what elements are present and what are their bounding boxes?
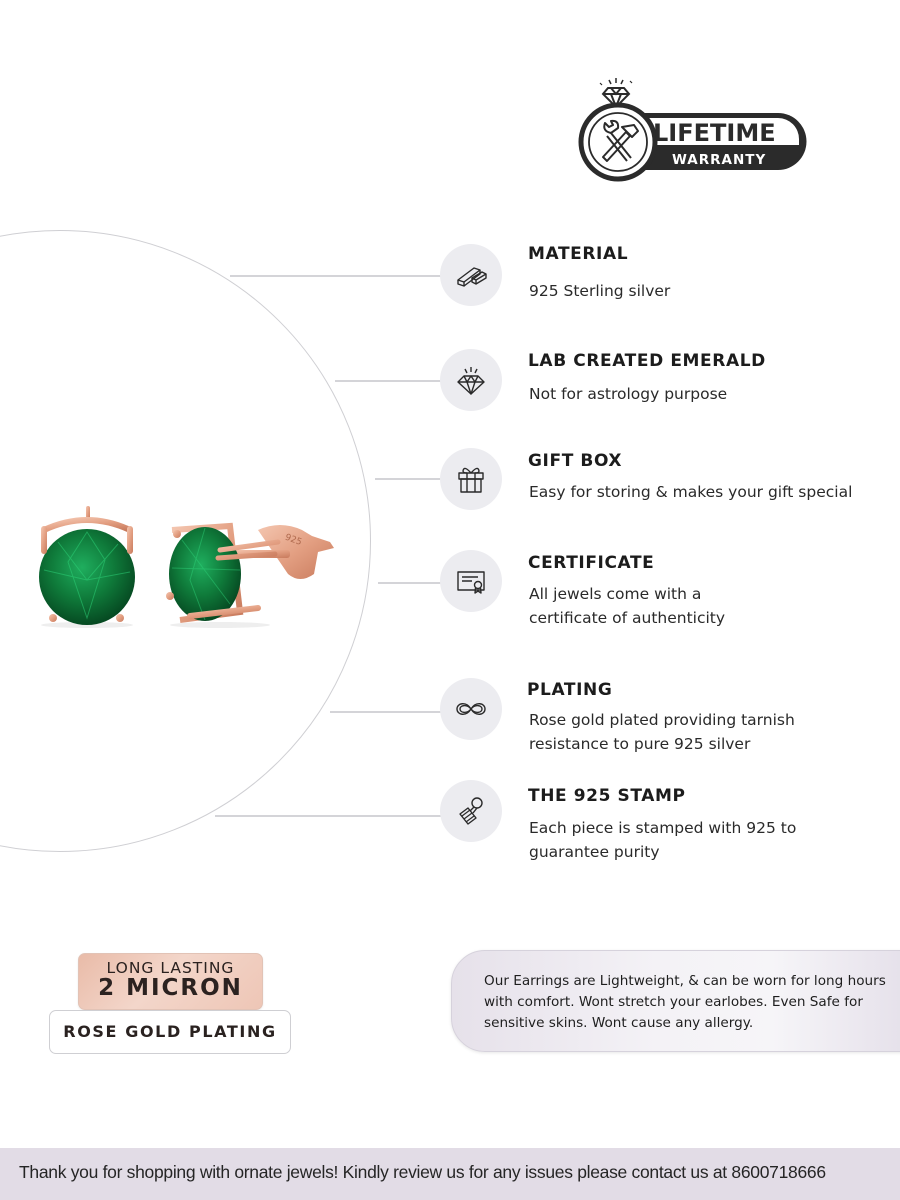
feature-description: Not for astrology purpose xyxy=(529,385,728,403)
feature-gift-box xyxy=(440,448,900,518)
icon-circle xyxy=(440,349,502,411)
feature-material xyxy=(440,244,900,314)
connector-line xyxy=(330,711,442,713)
connector-line xyxy=(375,478,442,480)
feature-title: PLATING xyxy=(527,680,613,700)
feature-title: MATERIAL xyxy=(528,244,629,264)
comfort-note-panel xyxy=(451,950,900,1052)
connector-line xyxy=(230,275,442,277)
micron-label: 2 MICRON xyxy=(98,975,243,1001)
lifetime-warranty-badge xyxy=(578,75,810,185)
earring-side-view xyxy=(166,525,334,628)
feature-title: GIFT BOX xyxy=(528,451,623,471)
icon-circle xyxy=(440,678,502,740)
feature-925-stamp xyxy=(440,780,900,870)
warranty-badge-graphic xyxy=(578,75,810,185)
comfort-note-text: Our Earrings are Lightweight, & can be worn for long hours with comfort. Wont stretch your earlobes. Even Safe for sensitive skins. Wont cause any allergy. xyxy=(484,973,886,1031)
feature-description: All jewels come with a certificate of authenticity xyxy=(529,585,726,627)
feature-plating xyxy=(440,678,900,768)
connector-line xyxy=(215,815,442,817)
gift-box-icon xyxy=(454,462,488,496)
feature-description: Rose gold plated providing tarnish resistance to pure 925 silver xyxy=(529,711,795,753)
icon-circle xyxy=(440,244,502,306)
feature-lab-created-emerald xyxy=(440,349,900,419)
certificate-icon xyxy=(454,564,488,598)
footer-bar xyxy=(0,1148,900,1200)
connector-line xyxy=(335,380,442,382)
feature-title: LAB CREATED EMERALD xyxy=(528,351,766,371)
long-lasting-label: LONG LASTING xyxy=(106,959,235,977)
silver-bars-icon xyxy=(454,258,488,292)
product-image-earrings xyxy=(30,500,350,630)
feature-title: CERTIFICATE xyxy=(528,553,655,573)
icon-circle xyxy=(440,448,502,510)
stamp-icon xyxy=(454,794,488,828)
badge-lifetime-text: LIFETIME xyxy=(653,119,776,147)
rose-gold-plating-badge: ROSE GOLD PLATING xyxy=(49,1010,291,1054)
feature-description: 925 Sterling silver xyxy=(529,282,671,300)
infinity-icon xyxy=(454,692,488,726)
feature-description: Easy for storing & makes your gift special xyxy=(529,483,853,501)
badge-warranty-text: WARRANTY xyxy=(672,152,767,168)
icon-circle xyxy=(440,550,502,612)
feature-certificate xyxy=(440,550,900,640)
earring-front-view xyxy=(39,506,135,628)
feature-description: Each piece is stamped with 925 to guarantee purity xyxy=(529,819,797,861)
diamond-icon xyxy=(454,363,488,397)
stamp-925-mark: 925 xyxy=(283,532,304,548)
icon-circle xyxy=(440,780,502,842)
footer-message: Thank you for shopping with ornate jewels! Kindly review us for any issues please contact us at 8600718666 xyxy=(19,1162,826,1182)
micron-plating-badge xyxy=(78,953,263,1010)
feature-title: THE 925 STAMP xyxy=(528,786,686,806)
connector-line xyxy=(378,582,442,584)
